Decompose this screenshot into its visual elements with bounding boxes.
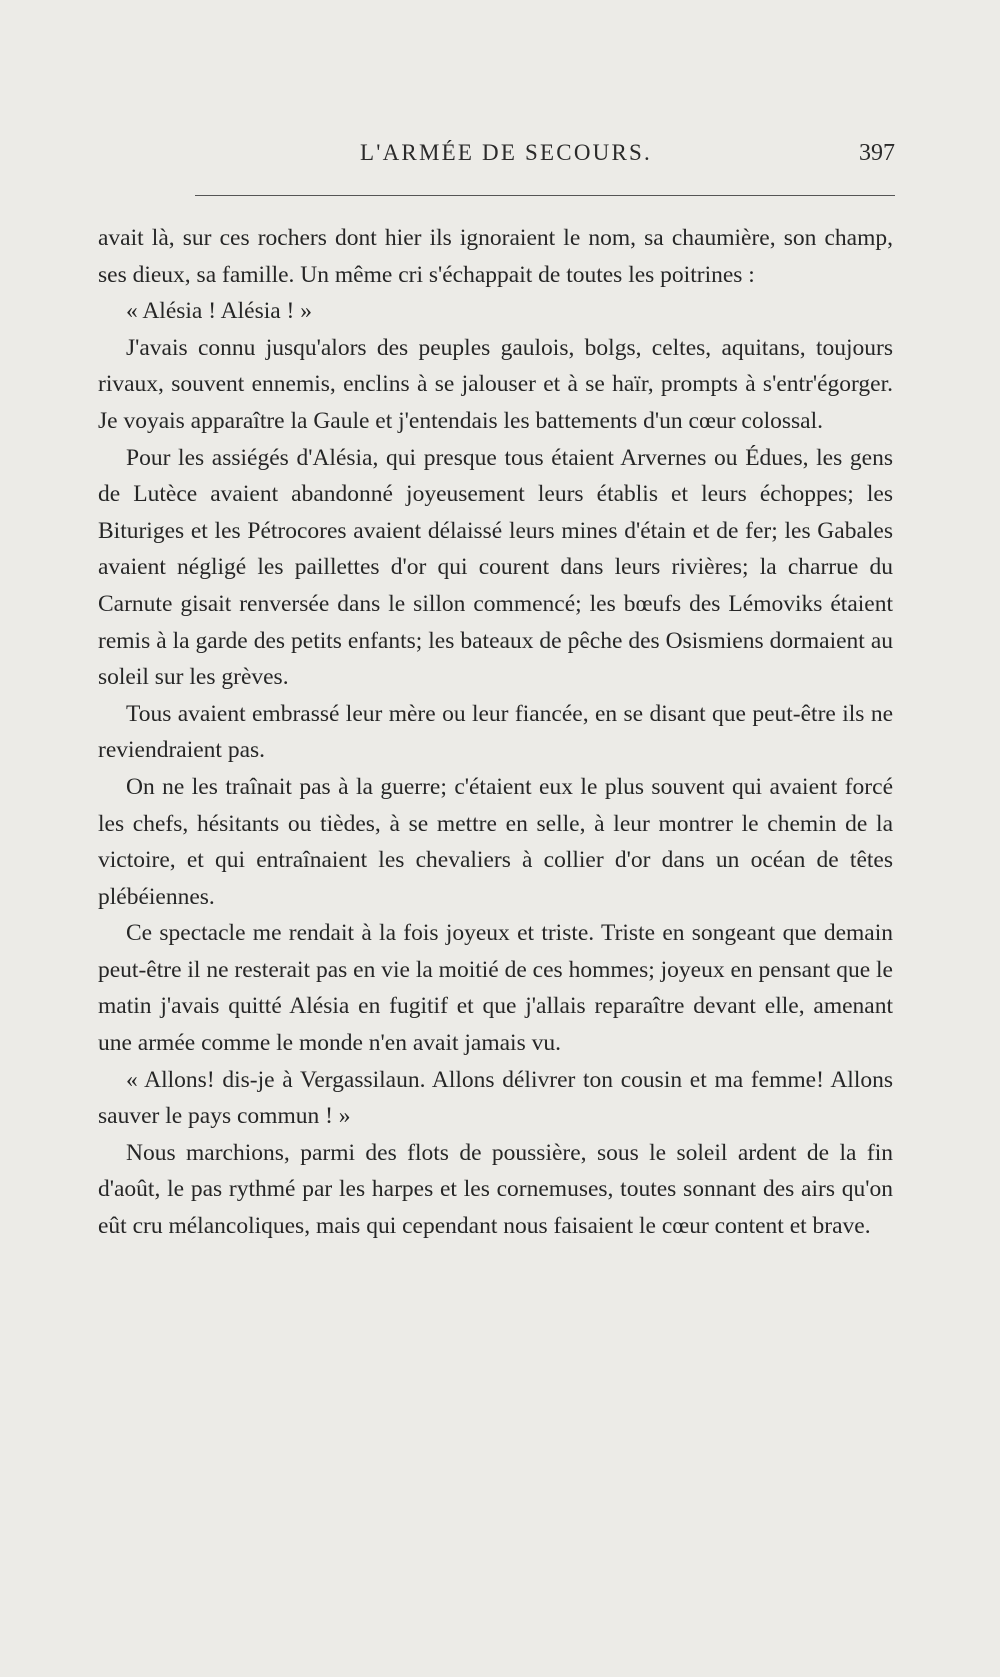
paragraph: « Allons! dis-je à Vergassilaun. Allons délivrer ton cousin et ma femme! Allons sauver le pays commun ! » bbox=[98, 1066, 893, 1130]
running-title: L'ARMÉE DE SECOURS. bbox=[360, 140, 652, 165]
paragraph: « Alésia ! Alésia ! » bbox=[126, 298, 313, 325]
body-text bbox=[98, 220, 893, 1245]
paragraph: avait là, sur ces rochers dont hier ils ignoraient le nom, sa chaumière, son champ, ses dieux, sa famille. Un même cri s'échappait de toutes les poitrines : bbox=[98, 225, 893, 288]
page-number: 397 bbox=[859, 140, 895, 166]
header-rule bbox=[195, 195, 895, 196]
page-header bbox=[90, 140, 895, 180]
paragraph: J'avais connu jusqu'alors des peuples gaulois, bolgs, celtes, aquitans, toujours rivaux, souvent ennemis, enclins à se jalouser et à se haïr, prompts à s'entr'égorger. Je voyais apparaître la Gaule et j'entendais les battements d'un cœur colossal. bbox=[98, 334, 893, 434]
paragraph: Ce spectacle me rendait à la fois joyeux et triste. Triste en songeant que demain peut-être il ne resterait pas en vie la moitié de ces hommes; joyeux en pensant que le matin j'avais quitté Alésia en fugitif et que j'allais reparaître devant elle, amenant une armée comme le monde n'en avait jamais vu. bbox=[98, 920, 893, 1057]
paragraph: On ne les traînait pas à la guerre; c'étaient eux le plus souvent qui avaient forcé les chefs, hésitants ou tièdes, à se mettre en selle, à leur montrer le chemin de la victoire, et qui entraînaient les chevaliers à collier d'or dans un océan de têtes plébéiennes. bbox=[98, 773, 893, 910]
paragraph: Pour les assiégés d'Alésia, qui presque tous étaient Arvernes ou Édues, les gens de Lutèce avaient abandonné joyeusement leurs établis et leurs échoppes; les Bituriges et les Pétrocores avaient délaissé leurs mines d'étain et de fer; les Gabales avaient négligé les paillettes d'or qui courent dans leurs rivières; la charrue du Carnute gisait renversée dans le sillon commencé; les bœufs des Lémoviks étaient remis à la garde des petits enfants; les bateaux de pêche des Osismiens dormaient au soleil sur les grèves. bbox=[98, 444, 893, 691]
paragraph: Tous avaient embrassé leur mère ou leur fiancée, en se disant que peut-être ils ne reviendraient pas. bbox=[98, 700, 893, 764]
paragraph: Nous marchions, parmi des flots de poussière, sous le soleil ardent de la fin d'août, le pas rythmé par les harpes et les cornemuses, toutes sonnant des airs qu'on eût cru mélancoliques, mais qui cependant nous faisaient le cœur content et brave. bbox=[98, 1139, 893, 1240]
